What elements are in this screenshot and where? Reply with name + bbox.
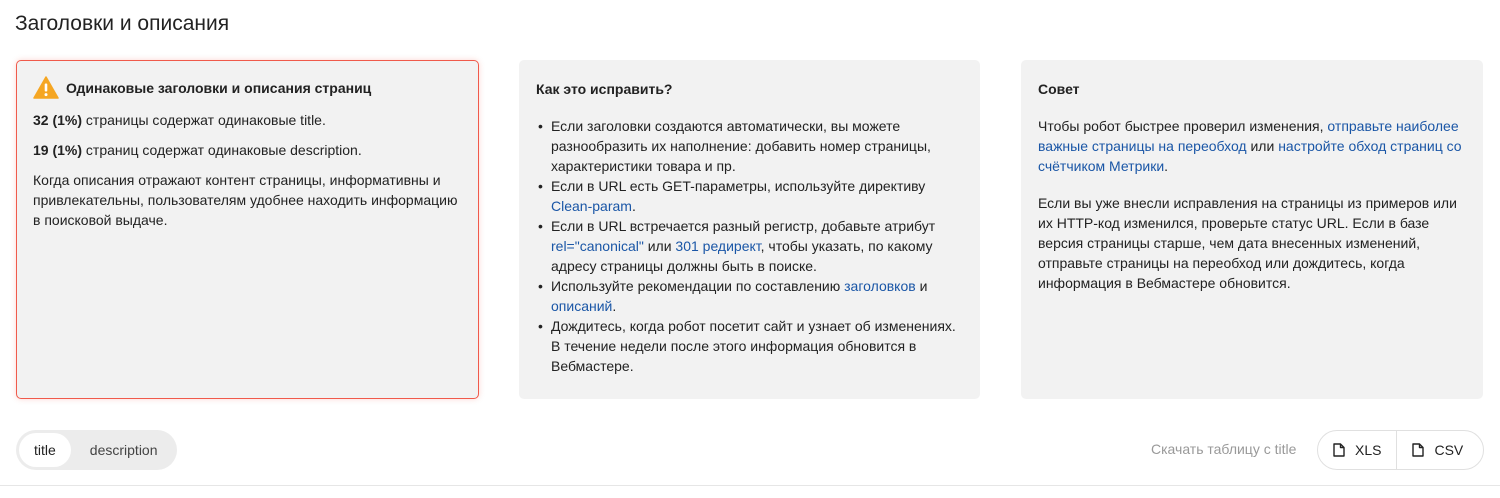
download-label: Скачать таблицу с title <box>1151 441 1297 457</box>
descriptions-guide-link[interactable]: описаний <box>551 298 613 314</box>
stat-text: страницы содержат одинаковые title. <box>82 112 326 128</box>
stat-value: 19 (1%) <box>33 142 83 158</box>
redirect-301-link[interactable]: 301 редирект <box>675 238 761 254</box>
list-item: • Дождитесь, когда робот посетит сайт и узнает об изменениях. В течение недели после этого информация обновится в Вебмастере. <box>536 316 964 376</box>
xls-label: XLS <box>1355 442 1382 458</box>
divider <box>0 485 1500 486</box>
stat-value: 32 (1%) <box>33 112 83 128</box>
file-icon <box>1333 443 1345 457</box>
fix-tips-list <box>536 116 964 376</box>
field-type-tabs <box>16 430 177 470</box>
list-item: • Если заголовки создаются автоматически, вы можете разнообразить их наполнение: добавить номер страницы, характеристики товара и пр. <box>536 116 964 176</box>
problem-card <box>16 60 479 399</box>
tab-title[interactable]: title <box>19 433 71 467</box>
download-buttons <box>1317 430 1484 470</box>
send-to-recrawl-link[interactable]: отправьте наиболее важные страницы на переобход <box>1038 118 1459 154</box>
tab-description[interactable]: description <box>89 442 158 458</box>
warning-icon <box>33 76 59 99</box>
tip-paragraph-2: Если вы уже внесли исправления на страницы из примеров или их HTTP-код изменился, проверьте статус URL. Если в базе версия страницы старше, чем дата внесенных изменений, отправьте страницы на переобход или дождитесь, когда информация в Вебмастере обновится. <box>1038 195 1457 291</box>
list-item: • Если в URL встречается разный регистр, добавьте атрибут rel="canonical" или 301 редирект, чтобы указать, по какому адресу страницы должны быть в поиске. <box>536 216 964 276</box>
how-to-fix-card <box>519 60 980 399</box>
title-duplicates-stat <box>33 110 462 130</box>
problem-description: Когда описания отражают контент страницы, информативны и привлекательны, пользователям удобнее находить информацию в поисковой выдаче. <box>33 172 458 228</box>
file-icon <box>1412 443 1424 457</box>
description-duplicates-stat <box>33 140 462 160</box>
tip-card <box>1021 60 1483 399</box>
tip-paragraph-1: Чтобы робот быстрее проверил изменения, отправьте наиболее важные страницы на переобход или настройте обход страниц со счётчиком Метрики. <box>1038 118 1462 174</box>
stat-text: страниц содержат одинаковые description. <box>82 142 362 158</box>
list-item: • Если в URL есть GET-параметры, используйте директиву Clean-param. <box>536 176 964 216</box>
how-to-fix-title: Как это исправить? <box>536 81 673 97</box>
problem-card-header <box>33 76 462 99</box>
tip-title: Совет <box>1038 81 1080 97</box>
clean-param-link[interactable]: Clean-param <box>551 198 632 214</box>
rel-canonical-link[interactable]: rel="canonical" <box>551 238 644 254</box>
download-csv-button[interactable] <box>1396 431 1478 469</box>
page-title: Заголовки и описания <box>15 12 230 35</box>
download-xls-button[interactable] <box>1318 431 1396 469</box>
metrica-crawl-settings-link[interactable]: настройте обход страниц со счётчиком Метрики <box>1038 138 1462 174</box>
problem-card-title: Одинаковые заголовки и описания страниц <box>66 79 372 96</box>
csv-label: CSV <box>1434 442 1464 458</box>
list-item: • Используйте рекомендации по составлению заголовков и описаний. <box>536 276 964 316</box>
titles-guide-link[interactable]: заголовков <box>844 278 916 294</box>
